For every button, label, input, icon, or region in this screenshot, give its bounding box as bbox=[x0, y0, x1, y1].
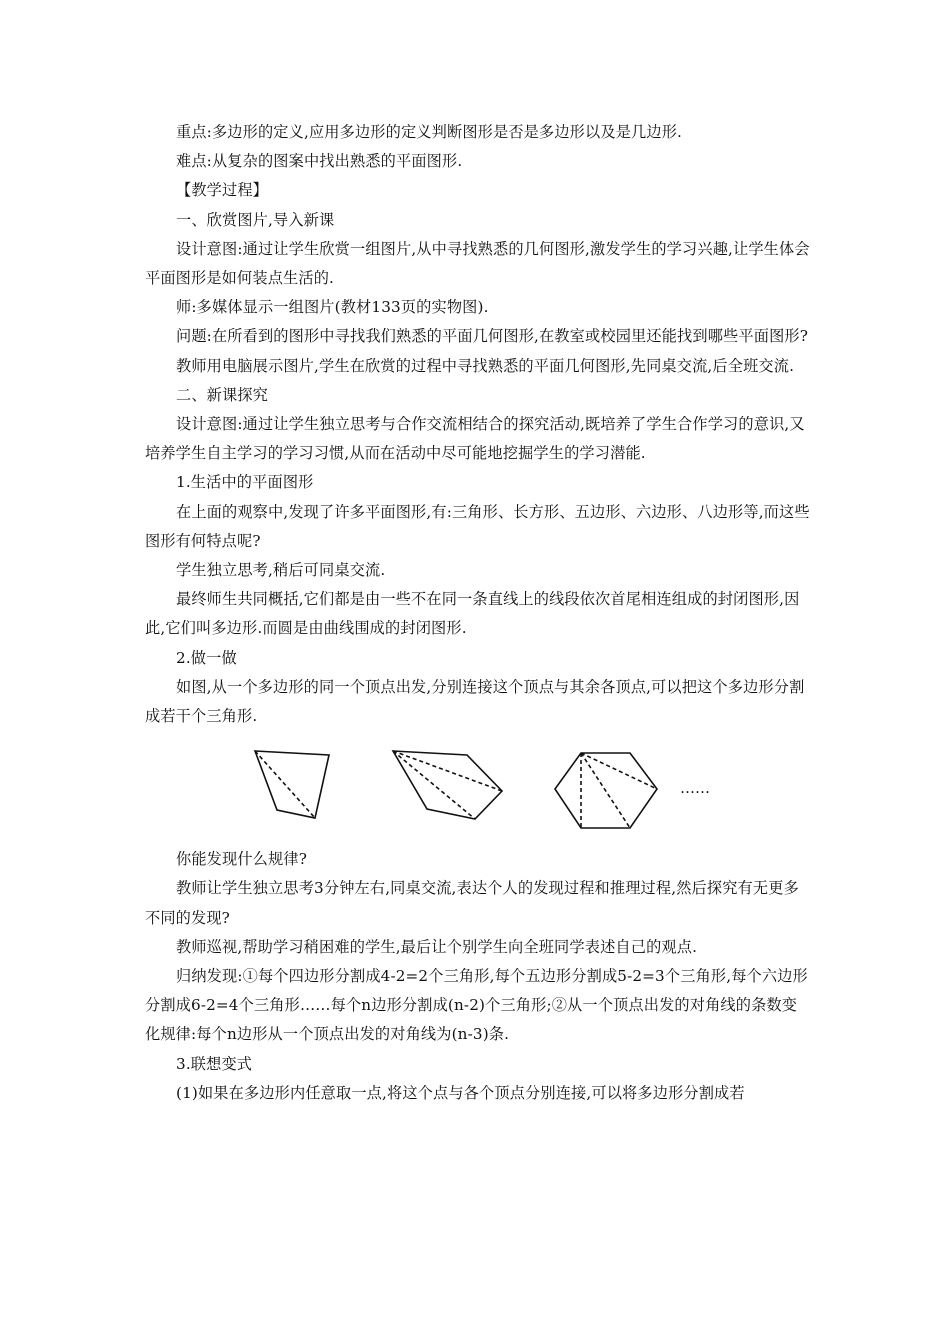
polygon-figure bbox=[145, 733, 810, 841]
difficult-point: 难点:从复杂的图案中找出熟悉的平面图形. bbox=[176, 152, 463, 171]
diagonal-line bbox=[393, 751, 502, 791]
paragraph: 最终师生共同概括,它们都是由一些不在同一条直线上的线段依次首尾相连组成的封闭图形,因此,它们叫多边形.而圆是由曲线围成的封闭图形. bbox=[145, 590, 800, 638]
ellipsis-text: …… bbox=[680, 779, 710, 798]
hexagon-diagram bbox=[555, 753, 657, 828]
document-page bbox=[145, 118, 810, 1108]
diagonal-line bbox=[255, 751, 315, 818]
subheading-2: 2.做一做 bbox=[176, 648, 237, 667]
paragraph: 你能发现什么规律? bbox=[176, 850, 307, 869]
paragraph: (1)如果在多边形内任意取一点,将这个点与各个顶点分别连接,可以将多边形分割成若 bbox=[176, 1083, 745, 1102]
quadrilateral-diagram bbox=[255, 751, 329, 818]
paragraph: 问题:在所看到的图形中寻找我们熟悉的平面几何图形,在教室或校园里还能找到哪些平面图形? bbox=[176, 327, 809, 346]
paragraph: 师:多媒体显示一组图片(教材133页的实物图). bbox=[176, 298, 489, 317]
subheading-3: 3.联想变式 bbox=[176, 1054, 253, 1073]
paragraph: 归纳发现:①每个四边形分割成4-2=2个三角形,每个五边形分割成5-2=3个三角形,每个六边形分割成6-2=4个三角形……每个n边形分割成(n-2)个三角形;②从一个顶点出发的对角线的条数变化规律:每个n边形从一个顶点出发的对角线为(n-3)条. bbox=[145, 967, 808, 1044]
paragraph: 教师让学生独立思考3分钟左右,同桌交流,表达个人的发现过程和推理过程,然后探究有无更多不同的发现? bbox=[145, 879, 799, 927]
polygon-diagrams bbox=[145, 733, 810, 841]
diagonal-line bbox=[581, 753, 630, 828]
paragraph: 教师巡视,帮助学习稍困难的学生,最后让个别学生向全班同学表述自己的观点. bbox=[176, 937, 698, 956]
paragraph: 设计意图:通过让学生独立思考与合作交流相结合的探究活动,既培养了学生合作学习的意识,又培养学生自主学习的学习习惯,从而在活动中尽可能地挖掘学生的学习潜能. bbox=[145, 415, 805, 463]
subheading-1: 1.生活中的平面图形 bbox=[176, 473, 314, 492]
diagonal-line bbox=[393, 751, 475, 819]
paragraph: 设计意图:通过让学生欣赏一组图片,从中寻找熟悉的几何图形,激发学生的学习兴趣,让学生体会平面图形是如何装点生活的. bbox=[145, 239, 810, 288]
section-heading-2: 二、新课探究 bbox=[176, 385, 269, 404]
section-heading-teaching-process: 【教学过程】 bbox=[176, 181, 269, 200]
quadrilateral bbox=[255, 751, 329, 818]
paragraph: 如图,从一个多边形的同一个顶点出发,分别连接这个顶点与其余各顶点,可以把这个多边形分割成若干个三角形. bbox=[145, 677, 805, 726]
key-point: 重点:多边形的定义,应用多边形的定义判断图形是否是多边形以及是几边形. bbox=[176, 123, 683, 141]
paragraph: 教师用电脑展示图片,学生在欣赏的过程中寻找熟悉的平面几何图形,先同桌交流,后全班交流. bbox=[176, 356, 795, 375]
pentagon-diagram bbox=[393, 751, 502, 819]
paragraph: 在上面的观察中,发现了许多平面图形,有:三角形、长方形、五边形、六边形、八边形等,而这些图形有何特点呢? bbox=[145, 502, 810, 550]
paragraph: 学生独立思考,稍后可同桌交流. bbox=[176, 561, 386, 580]
section-heading-1: 一、欣赏图片,导入新课 bbox=[176, 210, 335, 229]
